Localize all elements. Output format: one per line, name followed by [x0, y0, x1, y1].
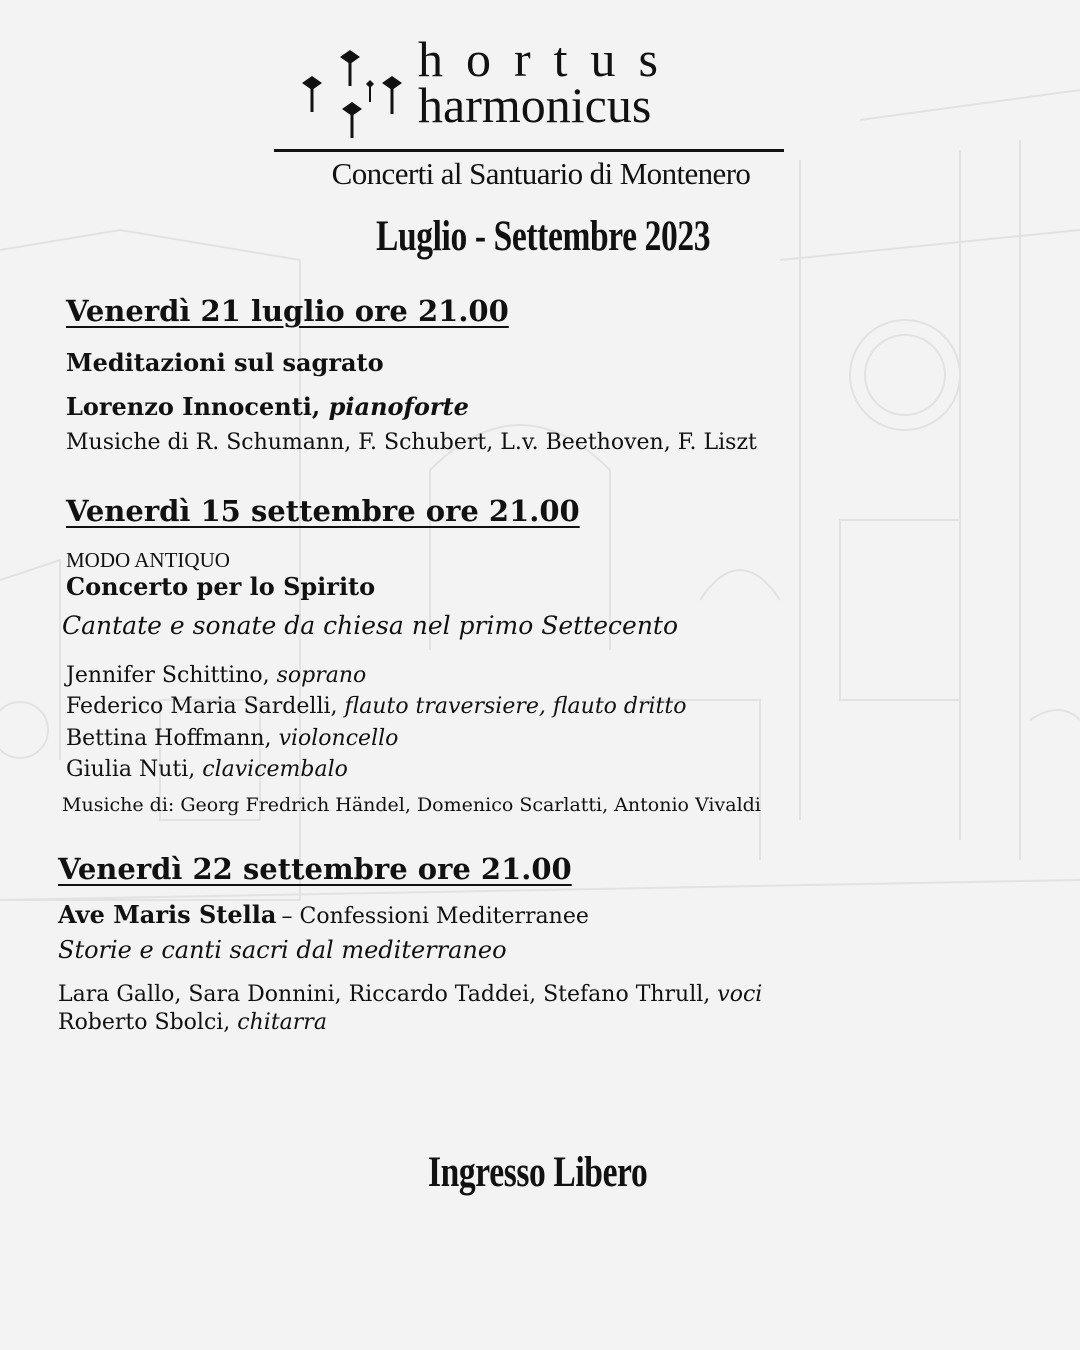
event-2-performer: [66, 694, 686, 719]
event-3-title: Ave Maris Stella: [58, 900, 277, 929]
performer-name: Bettina Hoffmann,: [66, 726, 272, 751]
event-2-music: Musiche di: Georg Fredrich Händel, Domenico Scarlatti, Antonio Vivaldi: [62, 794, 761, 816]
event-3-title-suffix: – Confessioni Mediterranee: [281, 904, 589, 929]
series-subtitle: Concerti al Santuario di Montenero: [331, 156, 751, 191]
event-3-performer: [58, 1010, 327, 1035]
performer-role: soprano: [276, 663, 367, 688]
event-2-performer: [66, 757, 348, 782]
logo-divider: [274, 149, 784, 152]
event-2-title: Concerto per lo Spirito: [66, 572, 376, 601]
performer-role: chitarra: [237, 1010, 327, 1035]
free-entry-notice: Ingresso Libero: [428, 1149, 648, 1196]
performer-role: flauto traversiere, flauto dritto: [344, 694, 687, 719]
performer-name: Giulia Nuti,: [66, 757, 196, 782]
event-3-subtitle: Storie e canti sacri dal mediterraneo: [58, 936, 507, 964]
performer-role: pianoforte: [328, 392, 469, 421]
performer-name: Lorenzo Innocenti,: [66, 392, 321, 421]
event-2-performer: [66, 663, 366, 688]
event-2-ensemble: MODO ANTIQUO: [66, 548, 230, 572]
logo-word-hortus: hortus: [418, 31, 681, 87]
performer-name: Roberto Sbolci,: [58, 1010, 231, 1035]
event-2-date: Venerdì 15 settembre ore 21.00: [66, 494, 580, 528]
event-1-performer: [66, 392, 469, 421]
performer-role: clavicembalo: [202, 757, 348, 782]
event-2-performer: [66, 726, 398, 751]
event-2-subtitle: Cantate e sonate da chiesa nel primo Settecento: [62, 611, 679, 640]
performer-name: Jennifer Schittino,: [66, 663, 270, 688]
performer-role: violoncello: [278, 726, 399, 751]
performer-name: Federico Maria Sardelli,: [66, 694, 338, 719]
musical-notes-icon: [288, 42, 413, 142]
season-title: Luglio - Settembre 2023: [376, 213, 711, 260]
logo-word-harmonicus: harmonicus: [418, 77, 652, 133]
event-3-performer: [58, 982, 762, 1007]
event-1-date: Venerdì 21 luglio ore 21.00: [66, 294, 509, 328]
performer-name: Lara Gallo, Sara Donnini, Riccardo Taddei, Stefano Thrull,: [58, 982, 711, 1007]
event-3-title-line: [58, 900, 589, 929]
event-3-date: Venerdì 22 settembre ore 21.00: [58, 852, 572, 886]
event-1-title: Meditazioni sul sagrato: [66, 348, 384, 377]
event-1-music: Musiche di R. Schumann, F. Schubert, L.v. Beethoven, F. Liszt: [66, 430, 757, 455]
hortus-harmonicus-logo: [288, 31, 758, 133]
performer-role: voci: [717, 982, 763, 1007]
